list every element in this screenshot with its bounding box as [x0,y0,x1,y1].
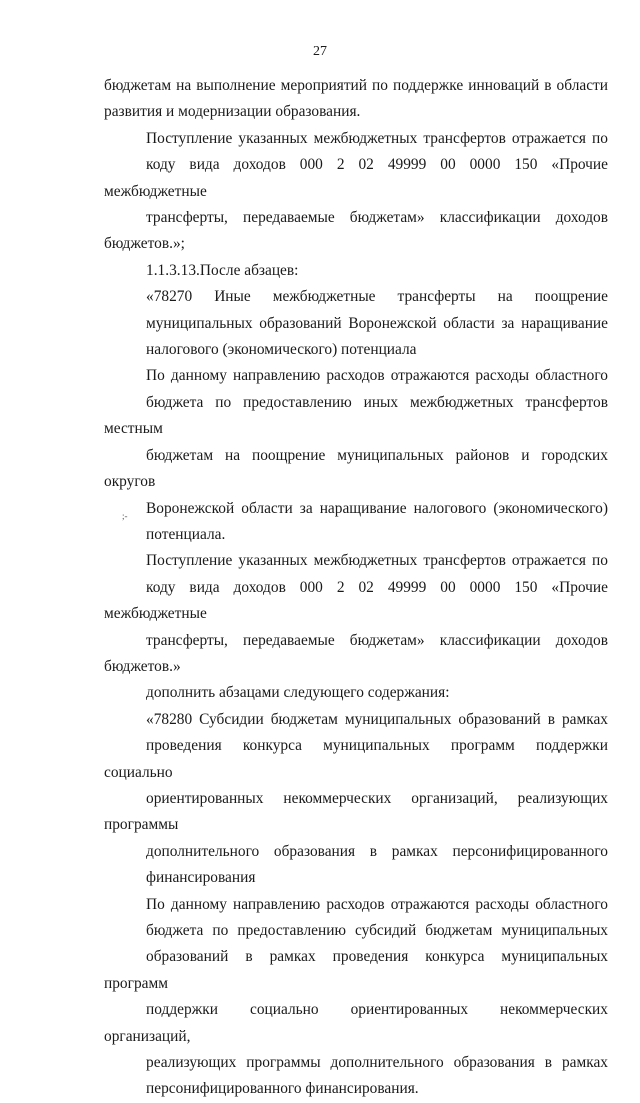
text-line: трансферты, передаваемые бюджетам» классификации доходов бюджетов.»; [104,209,608,253]
paragraph [104,363,608,548]
paragraph [104,258,608,284]
text-line: реализующих программы дополнительного образования в рамках [146,1054,608,1072]
text-line: образований в рамках проведения конкурса муниципальных программ [104,948,608,992]
text-line: муниципальных образований Воронежской области за наращивание [146,314,608,332]
text-line: «78270 Иные межбюджетные трансферты на поощрение [146,288,608,306]
text-line: бюджета по предоставлению иных межбюджетных трансфертов местным [104,393,608,438]
paragraph [104,548,608,706]
paragraph [104,126,608,258]
text-line: Поступление указанных межбюджетных трансфертов отражается по [146,129,608,147]
text-line: Воронежской области за наращивание налогового (экономического) [146,499,608,517]
text-line: По данному направлению расходов отражаются расходы областного [146,367,608,385]
text-line: бюджета по предоставлению субсидий бюджетам муниципальных [146,922,608,939]
text-line: финансирования [146,869,256,887]
text-line: дополнительного образования в рамках персонифицированного [146,842,608,860]
text-line: коду вида доходов 000 2 02 49999 00 0000 150 «Прочие межбюджетные [104,578,608,623]
text-line: развития и модернизации образования. [104,103,361,121]
stray-mark: ;- [122,511,128,521]
text-line: По данному направлению расходов отражаются расходы областного [146,895,608,913]
text-line: потенциала. [146,525,226,543]
text-line: поддержки социально ориентированных некоммерческих организаций, [104,1001,608,1045]
text-line: ориентированных некоммерческих организаций, реализующих программы [104,789,608,834]
paragraph [104,892,608,1103]
text-line: Поступление указанных межбюджетных трансфертов отражается по [146,552,608,570]
text-line: персонифицированного финансирования. [146,1080,419,1098]
page-number: 27 [313,44,327,59]
paragraph [104,73,608,126]
text-line: трансферты, передаваемые бюджетам» классификации доходов бюджетов.» [104,631,608,675]
paragraph [104,284,608,363]
text-line: бюджетам на поощрение муниципальных районов и городских округов [104,446,608,491]
paragraph [104,707,608,892]
text-line: коду вида доходов 000 2 02 49999 00 0000 150 «Прочие межбюджетные [104,156,608,200]
text-line: «78280 Субсидии бюджетам муниципальных образований в рамках [146,710,608,728]
text-line: 1.1.3.13.После абзацев: [146,261,299,279]
text-line: дополнить абзацами следующего содержания: [146,684,450,702]
text-line: налогового (экономического) потенциала [146,341,417,359]
text-line: проведения конкурса муниципальных программ поддержки социально [104,737,608,781]
text-line: бюджетам на выполнение мероприятий по поддержке инноваций в области [104,77,608,94]
document-body [104,73,608,1103]
